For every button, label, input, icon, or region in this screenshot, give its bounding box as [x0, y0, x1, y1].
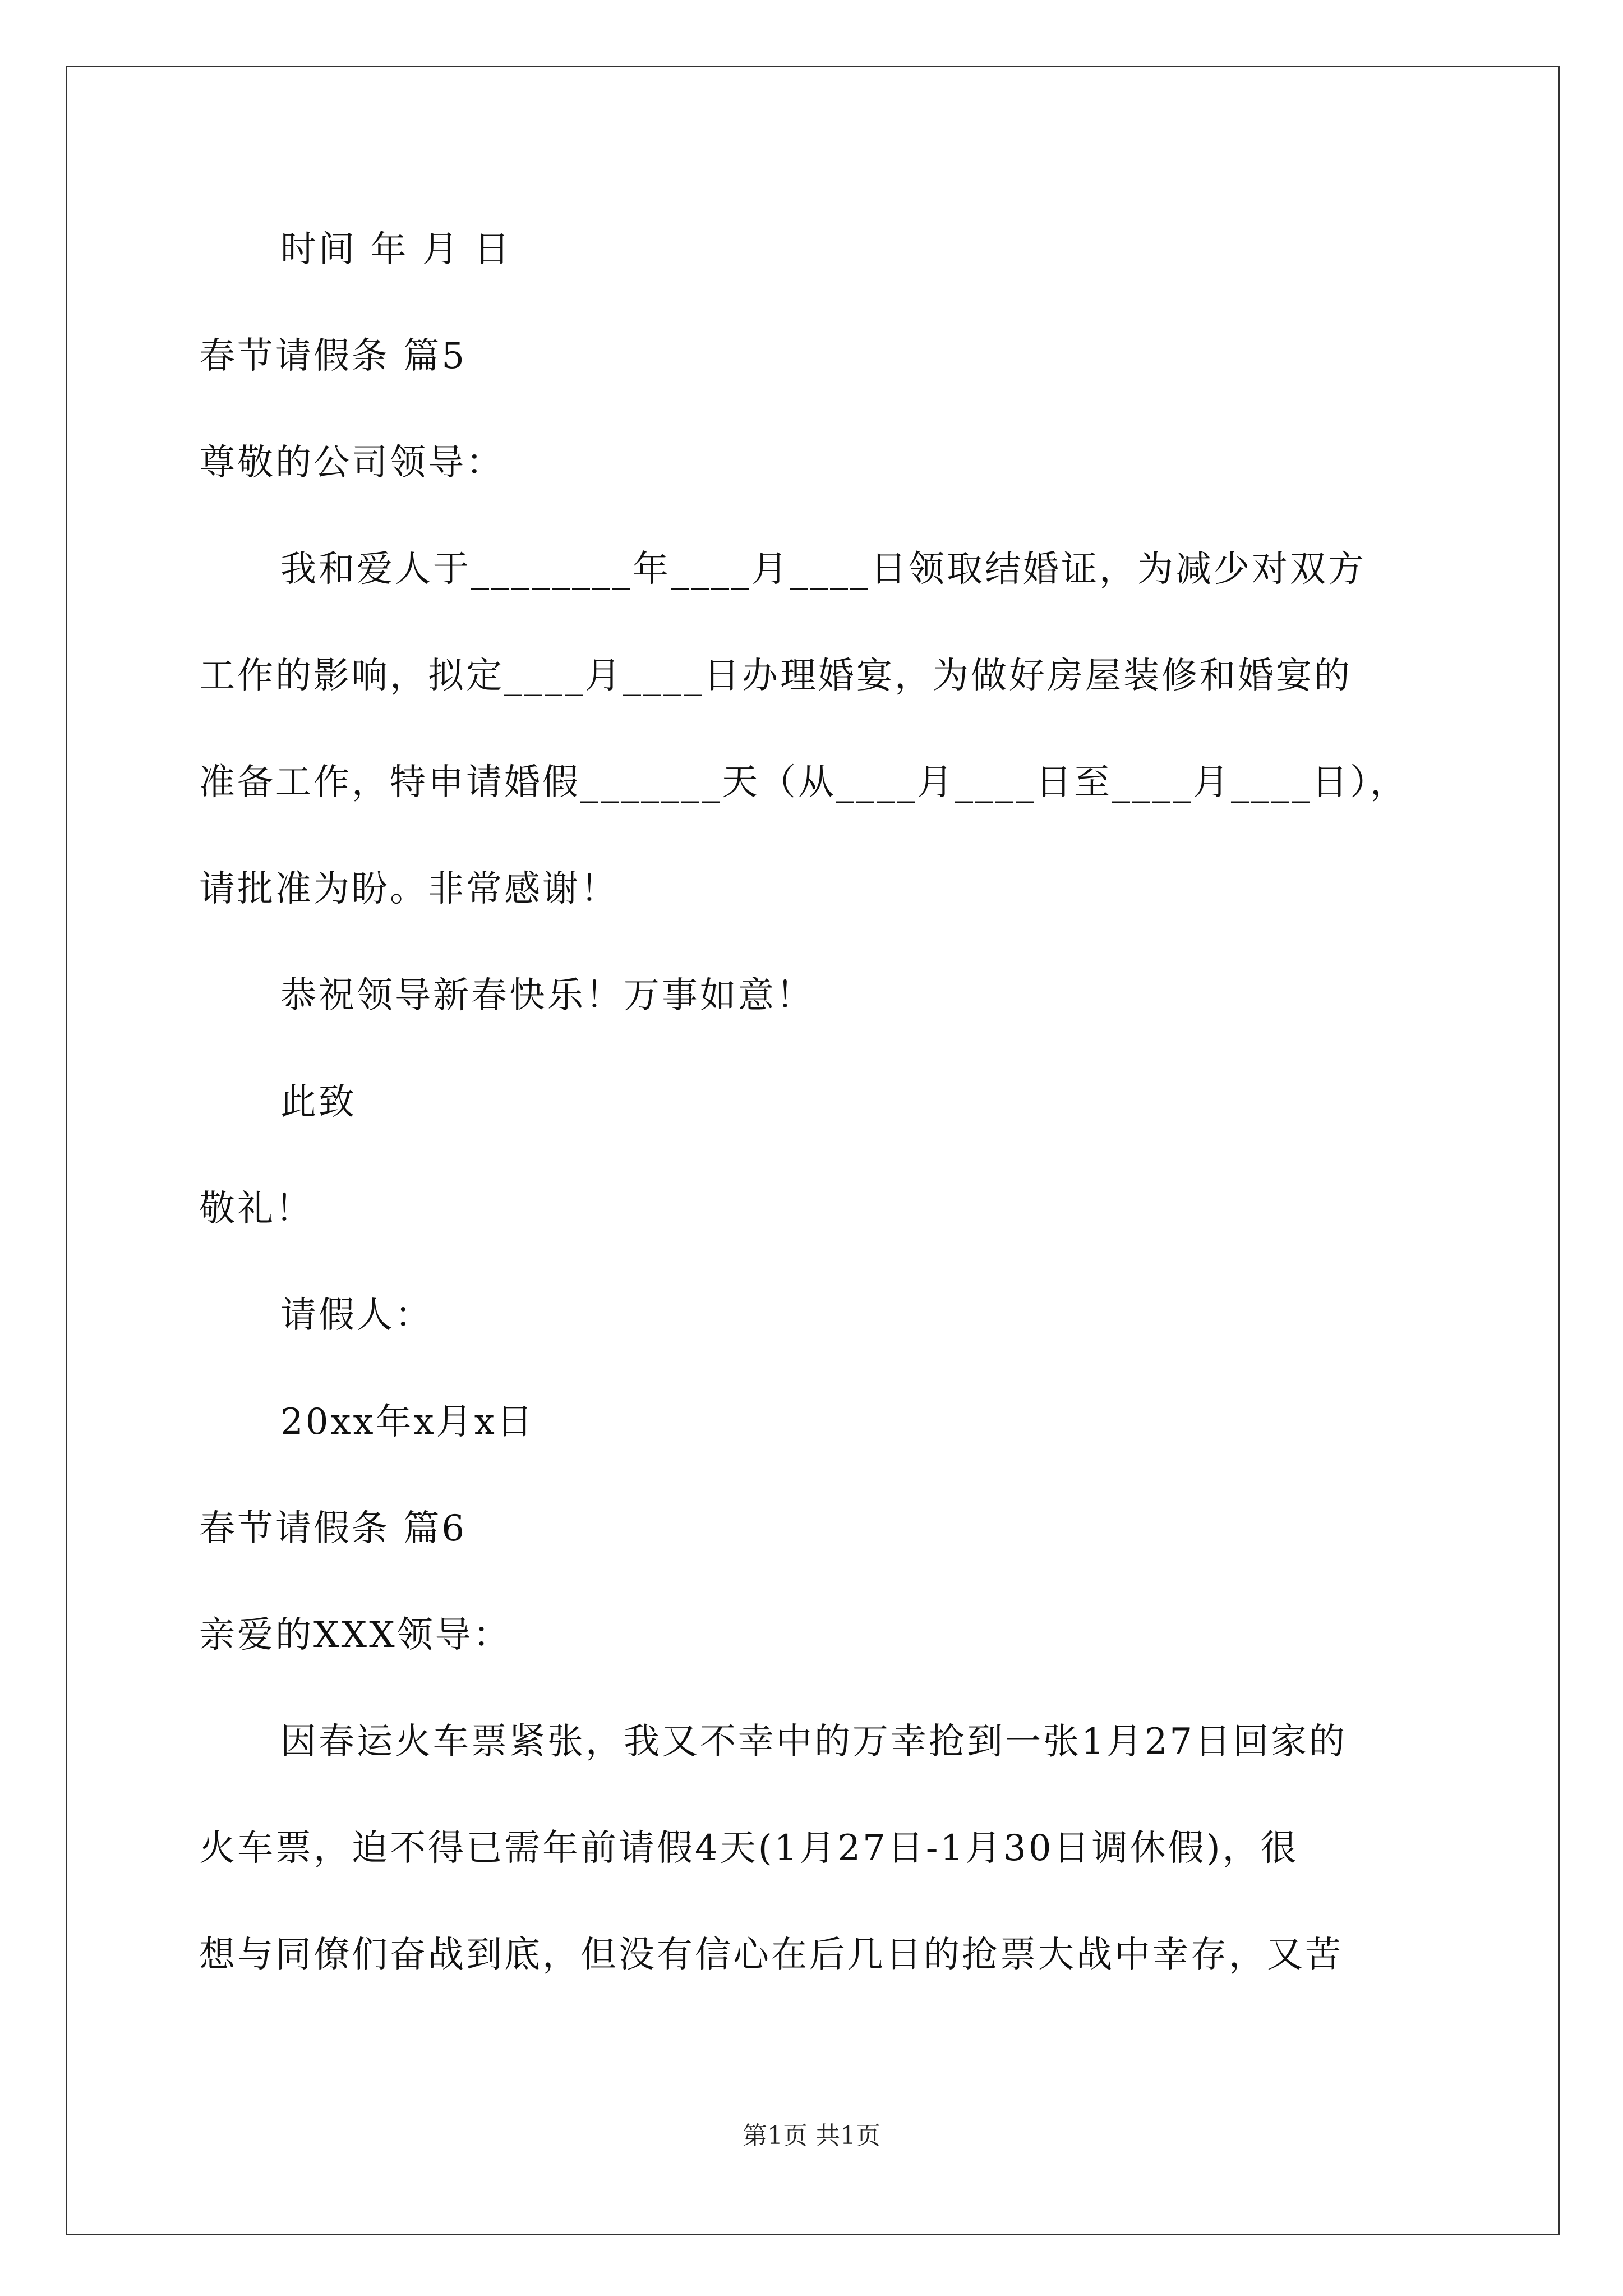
- paragraph-line: 火车票，迫不得已需年前请假4天(1月27日-1月30日调休假)，很: [199, 1828, 1299, 1869]
- paragraph-line: 请批准为盼。非常感谢！: [199, 868, 619, 910]
- closing-line: 此致: [280, 1082, 357, 1123]
- paragraph-line: 想与同僚们奋战到底，但没有信心在后几日的抢票大战中幸存，又苦: [199, 1934, 1343, 1976]
- signature-date: 20xx年x月x日: [280, 1401, 535, 1443]
- paragraph-line: 准备工作，特申请婚假_______天（从____月____日至____月____日），: [199, 762, 1408, 803]
- greeting-line: 恭祝领导新春快乐！万事如意！: [280, 975, 814, 1016]
- paragraph-line: 我和爱人于________年____月____日领取结婚证，为减少对双方: [280, 549, 1366, 590]
- section-heading-6: 春节请假条 篇6: [199, 1508, 467, 1549]
- paragraph-line: 工作的影响，拟定____月____日办理婚宴，为做好房屋装修和婚宴的: [199, 655, 1352, 697]
- paragraph-line: 因春运火车票紧张，我又不幸中的万幸抢到一张1月27日回家的: [280, 1721, 1348, 1763]
- page-number-footer: 第1页 共1页: [743, 2122, 880, 2150]
- closing-regards: 敬礼！: [199, 1188, 313, 1230]
- signature-label: 请假人：: [280, 1295, 433, 1336]
- page-frame: [66, 66, 1560, 2235]
- salutation-line: 亲爱的XXX领导：: [199, 1614, 511, 1656]
- date-line: 时间 年 月 日: [280, 229, 513, 270]
- salutation-line: 尊敬的公司领导：: [199, 442, 504, 484]
- section-heading-5: 春节请假条 篇5: [199, 335, 467, 377]
